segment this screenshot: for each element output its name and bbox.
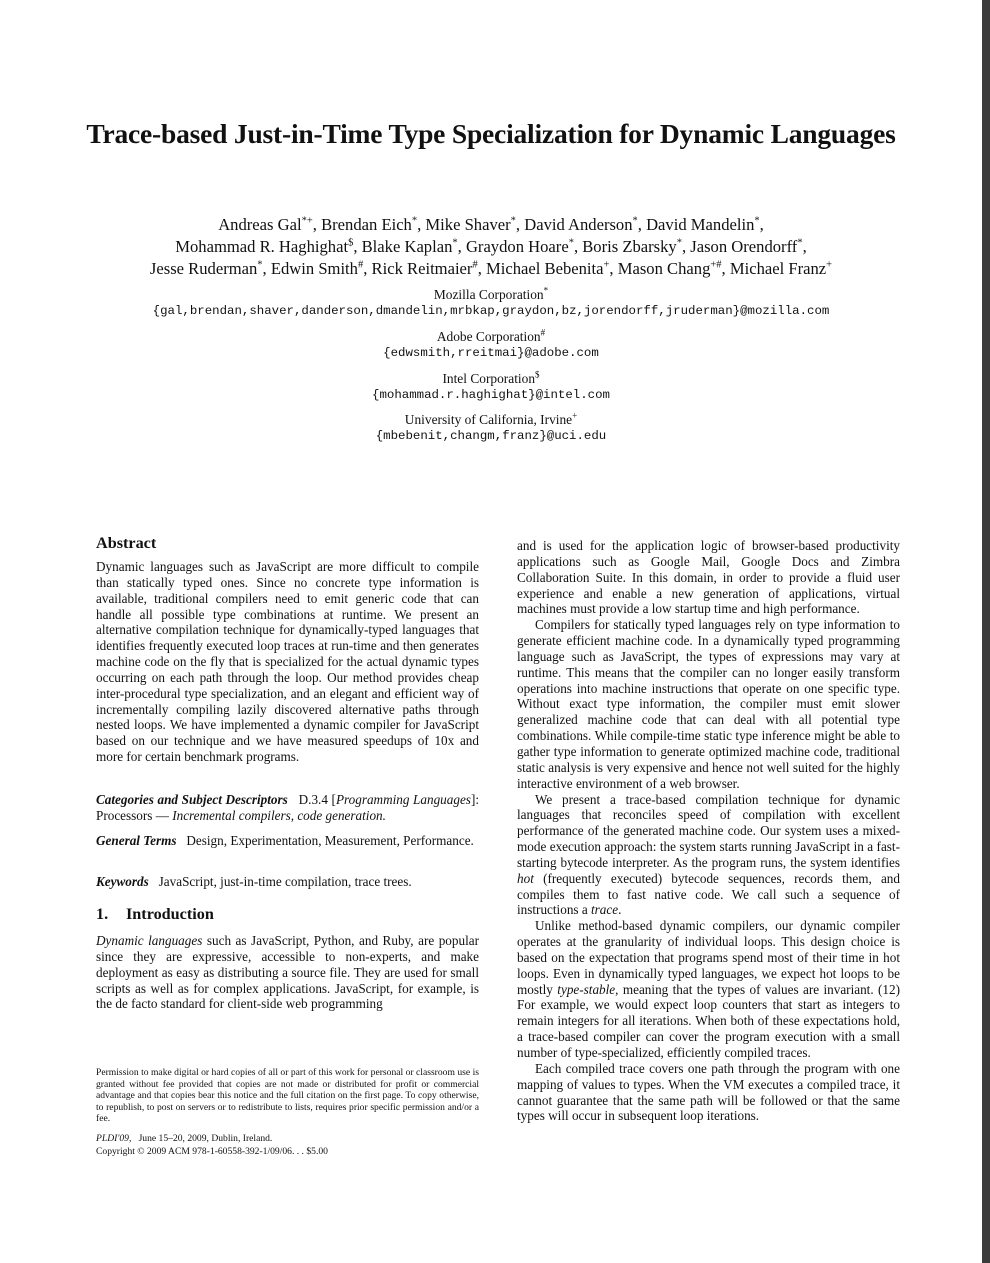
affiliation-org: Intel Corporation [442,371,536,386]
author-list: Andreas Gal*+, Brendan Eich*, Mike Shaver*, David Anderson*, David Mandelin*, Mohammad R. Haghighat$, Blake Kaplan*, Graydon Hoare*, Boris Zbarsky*, Jason Orendorff*, Jesse Ruderman*, Edwin Smith#, Rick Reitmaier#, Michael Bebenita+, Mason Chang+#, Michael Franz+ [149,215,833,278]
affiliation-email: {gal,brendan,shaver,danderson,dmandelin,mrbkap,graydon,bz,jorendorff,jruderman}@mozilla.com [152,304,830,318]
categories-block [96,792,479,824]
body-paragraph: We present a trace-based compilation technique for dynamic languages that reconciles speed of compilation with excellent performance of the generated machine code. Our system uses a mixed-mode execution approach: the system starts running JavaScript in a fast-starting bytecode interpreter. As the program runs, the system identifies hot (frequently executed) bytecode sequences, records them, and compiles them to fast native code. We call such a sequence of instructions a trace. [517,791,900,918]
keywords-label: Keywords [96,874,149,889]
keywords-block [96,874,479,890]
body-paragraph: Unlike method-based dynamic compilers, our dynamic compiler operates at the granularity of individual loops. This design choice is based on the expectation that programs spend most of their time in hot loops. Even in dynamically typed languages, we expect hot loops to be mostly type-stable, meaning that the types of values are invariant. (12) For example, we would expect loop counters that start as integers to remain integers for all iterations. When both of these expectations hold, a trace-based compiler can cover the program execution with a small number of type-specialized, efficiently compiled traces. [517,918,900,1060]
general-terms-block [96,833,479,849]
intro-heading [96,905,214,924]
affiliation-org: Mozilla Corporation [433,287,544,302]
section-number: 1. [96,905,109,923]
affiliation-mozilla [0,287,982,319]
affiliation-email: {mohammad.r.haghighat}@intel.com [372,388,610,402]
section-title: Introduction [126,905,214,923]
copyright-notice: Copyright © 2009 ACM 978-1-60558-392-1/09/06. . . $5.00 [96,1146,328,1157]
affiliation-org: Adobe Corporation [436,329,541,344]
affiliation-intel [0,371,982,403]
affiliation-mark: $ [535,369,540,380]
body-paragraph: Compilers for statically typed languages rely on type information to generate efficient machine code. In a dynamically typed programming language such as JavaScript, the types of expressions may vary at runtime. This means that the compiler can no longer easily transform operations into machine instructions that operate on one specific type. Without exact type information, the compiler must emit slower generalized machine code that can deal with all potential type combinations. While compile-time static type inference might be able to gather type information to generate optimized machine code, traditional static analysis is very expensive and hence not well suited for the highly interactive environment of a web browser. [517,617,900,791]
paper-title: Trace-based Just-in-Time Type Specialization for Dynamic Languages [86,118,896,149]
general-terms-text: Design, Experimentation, Measurement, Performance. [186,833,474,848]
right-column [517,538,900,1124]
affiliation-email: {edwsmith,rreitmai}@adobe.com [383,346,599,360]
keywords-text: JavaScript, just-in-time compilation, trace trees. [158,874,412,889]
body-paragraph: and is used for the application logic of browser-based productivity applications such as Google Mail, Google Docs and Zimbra Collaboration Suite. In this domain, in order to provide a fluid user experience and enable a new generation of applications, virtual machines must provide a low startup time and high performance. [517,538,900,617]
affiliation-mark: + [572,410,578,421]
permission-notice: Permission to make digital or hard copies of all or part of this work for personal or classroom use is granted without fee provided that copies are not made or distributed for profit or commercial advantage and that copies bear this notice and the full citation on the first page. To copy otherwise, to republish, to post on servers or to redistribute to lists, requires prior specific permission and/or a fee. [96,1067,479,1125]
affiliation-org: University of California, Irvine [404,412,573,427]
affiliation-email: {mbebenit,changm,franz}@uci.edu [375,429,607,443]
intro-text: Dynamic languages such as JavaScript, Python, and Ruby, are popular since they are expressive, accessible to non-experts, and make deployment as easy as distributing a source file. They are used for small scripts as well as for complex applications. JavaScript, for example, is the de facto standard for client-side web programming [96,933,479,1012]
abstract-text: Dynamic languages such as JavaScript are more difficult to compile than statically typed ones. Since no concrete type information is available, traditional compilers need to emit generic code that can handle all possible type combinations at runtime. We present an alternative compilation technique for dynamically-typed languages that identifies frequently executed loop traces at run-time and then generates machine code on the fly that is specialized for the actual dynamic types occurring on each path through the loop. Our method provides cheap inter-procedural type specialization, and an elegant and efficient way of incrementally compiling lazily discovered alternative paths through nested loops. We have implemented a dynamic compiler for JavaScript based on our technique and we have measured speedups of 10x and more for certain benchmark programs. [96,559,479,765]
categories-label: Categories and Subject Descriptors [96,792,288,807]
general-terms-label: General Terms [96,833,177,848]
affiliation-uci [0,412,982,444]
conference-info: PLDI'09, June 15–20, 2009, Dublin, Ireland. [96,1133,273,1144]
affiliation-mark: * [543,285,549,296]
abstract-heading: Abstract [96,534,157,552]
affiliation-mark: # [540,327,546,338]
affiliation-adobe [0,329,982,361]
categories-text: D.3.4 [Programming Languages]: Processors — Incremental compilers, code generation. [96,792,479,823]
body-paragraph: Each compiled trace covers one path through the program with one mapping of values to types. When the VM executes a compiled trace, it cannot guarantee that the same path will be followed or that the same types will occur in subsequent loop iterations. [517,1060,900,1124]
